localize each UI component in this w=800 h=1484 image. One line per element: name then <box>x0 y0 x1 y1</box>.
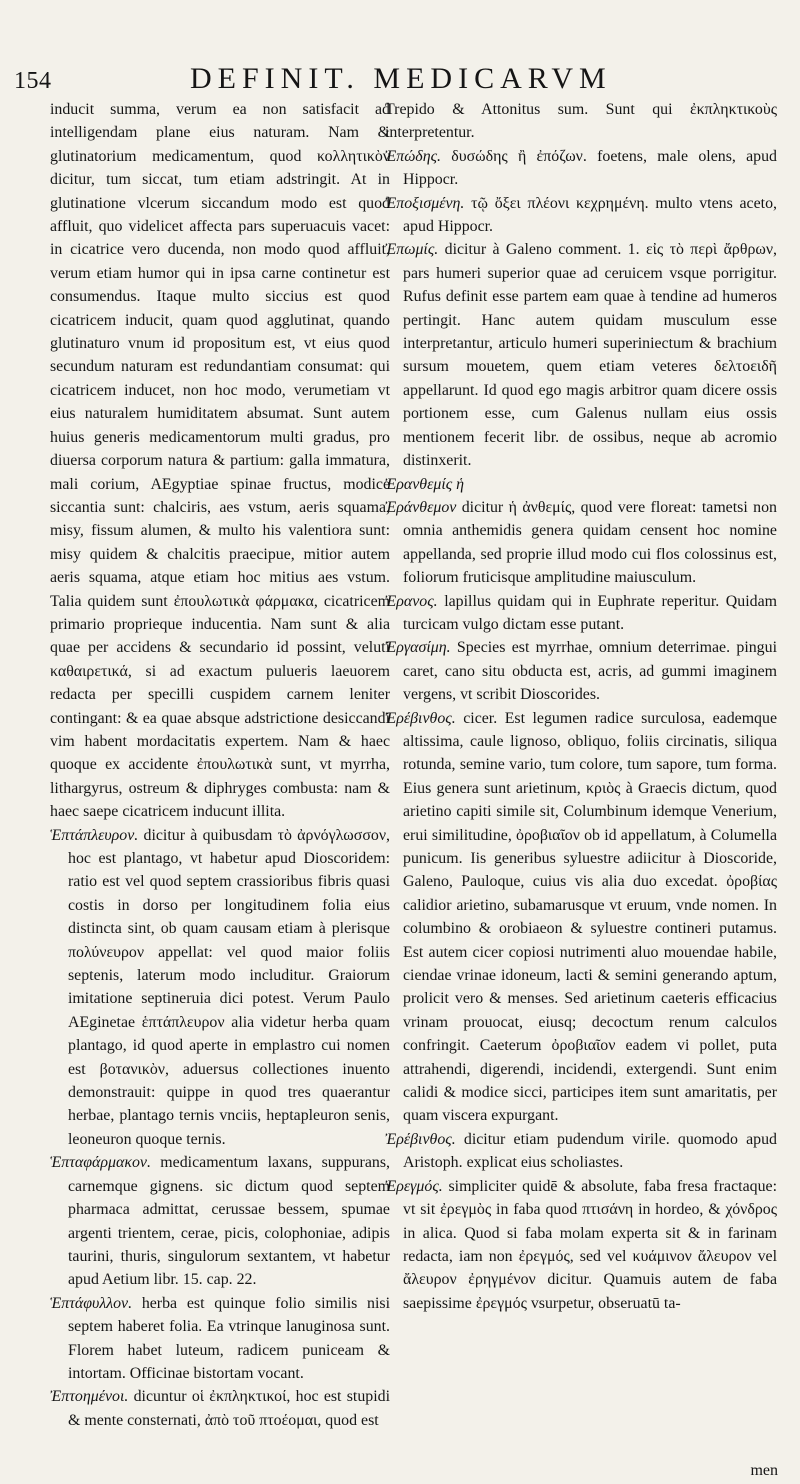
entry-text: herba est quinque folio similis nisi septem haberet folia. Ea vtrinque lanuginosa sunt. Florem habet luteum, radicem puniceam & intortam. Officinae bistortam vocant. <box>68 1294 390 1382</box>
dictionary-entry <box>385 1128 777 1175</box>
dictionary-entry <box>50 1292 390 1386</box>
entry-text: inducit summa, verum ea non satisfacit ad intelligendam plane eius naturam. Nam & glutinatorium medicamentum, quod κολλητικὸν dicitur, tum siccat, tum etiam adstringit. At in glutinatione vlcerum siccandum modo est quod affluit, quo videlicet affecta pars superuacuis vacet: in cicatrice vero ducenda, non modo quod affluit, verum etiam humor qui in ipsa carne continetur est consumendus. Itaque multo siccius est quod cicatricem inducit, quam quod agglutinat, quando glutinaturo vnum id propositum est, vt eius quod secundum naturam est redundantiam consumat: qui cicatricem inducet, non hoc modo, verumetiam vt eius naturalem humiditatem absumat. Sunt autem huius generis medicamentorum multi gradus, pro diuersa corporum natura & partium: galla immatura, mali corium, AEgyptiae spinae fructus, modice siccantia sunt: chalciris, aes vstum, aeris squama, misy, fissum alumen, & multo his valentiora sunt: misy quidem & chalcitis praecipue, mitior autem aeris squama, atque etiam hoc mitius aes vstum. Talia quidem sunt ἐπουλωτικὰ φάρμακα, cicatricem primario proprieque inducentia. Nam sunt & alia quae per accidens & secundario id possint, veluti καθαιρετικά, si ad exactum pulueris laeuorem redacta per specilli cuspidem carnem leniter contingant: & ea quae absque adstrictione desiccandi vim habent mordacitatis expertem. Nam & haec quoque ex accidente ἐπουλωτικὰ sunt, vt myrrha, lithargyrus, ostreum & diphryges combusta: nam & haec saepe cicatricem inducunt illita. <box>50 101 390 821</box>
entry-headword: Ἐπώδης. <box>385 147 441 165</box>
entry-text: dicitur ἡ ἀνθεμίς, quod vere floreat: tametsi non omnia anthemidis genera quidam censent hoc nomine appellanda, sed proprie illud modo cui flos colossinus est, foliorum fruticisque amplitudine maiusculum. <box>403 498 777 587</box>
entry-text: Trepido & Attonitus sum. Sunt qui ἐκπληκτικοὺς interpretentur. <box>385 101 777 142</box>
entry-headword: Ἐργασίμη. <box>385 639 451 657</box>
entry-text: dicitur à Galeno comment. 1. εἰς τὸ περὶ ἄρθρων, pars humeri superior quae ad ceruicem vsque porrigitur. Rufus definit esse partem eam quae à tendine ad humeros pertingit. Hanc autem quidam musculum esse interpretantur, articulo humeri superiniectum & brachium sursum mouetem, quem etiam veteres δελτοειδῆ appellarunt. Id quod ego magis arbitror quam dicere ossis portionem esse, cum Galenus nullam eius ossis mentionem fecerit libr. de ossibus, neque ab acromio distinxerit. <box>403 241 777 470</box>
entry-headword: Ἐρανθεμίς ἡ <box>385 475 465 493</box>
entry-text: dicitur etiam pudendum virile. quomodo apud Aristoph. explicat eius scholiastes. <box>403 1130 777 1172</box>
entry-headword: Ἑπταφάρμακον. <box>50 1154 151 1172</box>
catchword: men <box>750 1462 778 1479</box>
left-column <box>50 98 390 1460</box>
entry-headword: Ἐπωμίς. <box>385 241 439 259</box>
entry-headword: Ἐρεγμός. <box>385 1177 443 1195</box>
entry-text: Species est myrrhae, omnium deterrimae. pingui caret, cano situ obducta est, acris, ad gummi imaginem vergens, vt scribit Dioscorides. <box>403 639 777 704</box>
dictionary-entry <box>385 636 777 706</box>
entry-headword: Ἐρανος. <box>385 592 438 610</box>
entry-headword: Ἐράνθεμον <box>385 498 457 516</box>
dictionary-entry <box>50 1151 390 1291</box>
dictionary-entry <box>385 1175 777 1315</box>
dictionary-entry <box>385 473 777 496</box>
entry-text: simpliciter quidē & absolute, faba fresa fractaque: vt sit ἐρεγμὸς in faba quod πτισάνη in hordeo, & χόνδρος in alica. Quod si faba molam experta sit & in farinam redacta, iam non ἐρεγμός, sed vel κυάμινον ἄλευρον vel ἄλευρον ἐρηγμένον dicitur. Quamuis autem de faba saepissime ἐρεγμός vsurpetur, obseruatū ta- <box>403 1177 777 1312</box>
continued-text <box>50 98 390 824</box>
dictionary-entry <box>385 707 777 1128</box>
entry-text: cicer. Est legumen radice surculosa, eademque altissima, caule lignoso, obliquo, foliis circinatis, siliqua rotunda, semine vario, tum colore, tum sapore, tum forma. Eius genera sunt arietinum, κριὸς à Graecis dictum, quod arietino capiti simile sit, Columbinum idemque Venerium, erui similitudine, ὀροβιαῖον ob id appellatum, à Columella punicum. Iis generibus syluestre adiicitur à Dioscoride, Galeno, Pauloque, cuius vis alia duo excedat. ὀροβίας calidior arietino, subamarusque vt eruum, vnde nomen. In columbino & orobiaeon & syluestre contineri putamus. Est autem cicer copiosi nutrimenti aluo mouendae habile, ciendae vrinae idoneum, lacti & semini generando aptum, prolicit vero & menses. Sed arietinum caeteris efficacius vrinam prouocat, eiusq; decoctum renum calculos confringit. Caeterum ὀροβιαῖον eadem vi pollet, puta attrahendi, digerendi, incidendi, extergendi. Sunt enim calidi & modice sicci, participes item sunt amaritatis, per quam viscera expurgant. <box>403 709 777 1125</box>
entry-text: dicitur à quibusdam τὸ ἀρνόγλωσσον, hoc est plantago, vt habetur apud Dioscoridem: ratio est vel quod septem crassioribus fibris quasi costis in dorso per longitudinem folia eius distincta sint, ob quam causam etiam à plerisque πολύνευρον appellat: vel quod maior foliis septenis, laterum modo includitur. Graiorum imitatione septineruia dici potest. Verum Paulo AEginetae ἑπτάπλευρον alia videtur herba quam plantago, id quod aperte in emplastro cui nomen est βοτανικὸν, aduersus collectiones inuento demonstrauit: quippe in quod tres quaerantur herbae, plantago ternis vnciis, heptapleuron senis, leoneuron quoque ternis. <box>68 826 390 1148</box>
entry-text: medicamentum laxans, suppurans, carnemque gignens. sic dictum quod septem pharmaca admittat, cerussae bessem, spumae argenti trientem, cerae, picis, colophoniae, adipis taurini, thuris, singulorum sextantem, vt habetur apud Aetium libr. 15. cap. 22. <box>68 1154 390 1289</box>
entry-headword: Ἑπτάφυλλον. <box>50 1294 133 1312</box>
dictionary-entry <box>385 192 777 239</box>
right-column <box>385 98 777 1460</box>
dictionary-entry <box>50 1385 390 1432</box>
entry-headword: Ἑπτάπλευρον. <box>50 826 139 844</box>
dictionary-entry <box>50 824 390 1152</box>
entry-headword: Ἐρέβινθος. <box>385 709 456 727</box>
dictionary-entry <box>385 590 777 637</box>
entry-text: τῷ ὄξει πλέονι κεχρημένη. multo vtens aceto, apud Hippocr. <box>403 194 777 236</box>
continued-text <box>385 98 777 145</box>
entry-text: δυσώδης ἢ ἐπόζων. foetens, male olens, apud Hippocr. <box>403 147 777 189</box>
running-head: DEFINIT. MEDICARVM <box>190 62 612 95</box>
entry-headword: Ἐποξισμένη. <box>385 194 465 212</box>
page-number: 154 <box>14 68 52 94</box>
dictionary-entry <box>385 496 777 590</box>
dictionary-entry <box>385 145 777 192</box>
dictionary-entry <box>385 238 777 472</box>
entry-text: lapillus quidam qui in Euphrate reperitur. Quidam turcicam vulgo dictam esse putant. <box>403 592 777 633</box>
entry-headword: Ἐρέβινθος. <box>385 1130 456 1148</box>
entry-headword: Ἐπτοημένοι. <box>50 1388 129 1406</box>
entry-text: dicuntur οἱ ἐκπληκτικοί, hoc est stupidi & mente consternati, ἀπὸ τοῦ πτοέομαι, quod est <box>68 1388 390 1429</box>
